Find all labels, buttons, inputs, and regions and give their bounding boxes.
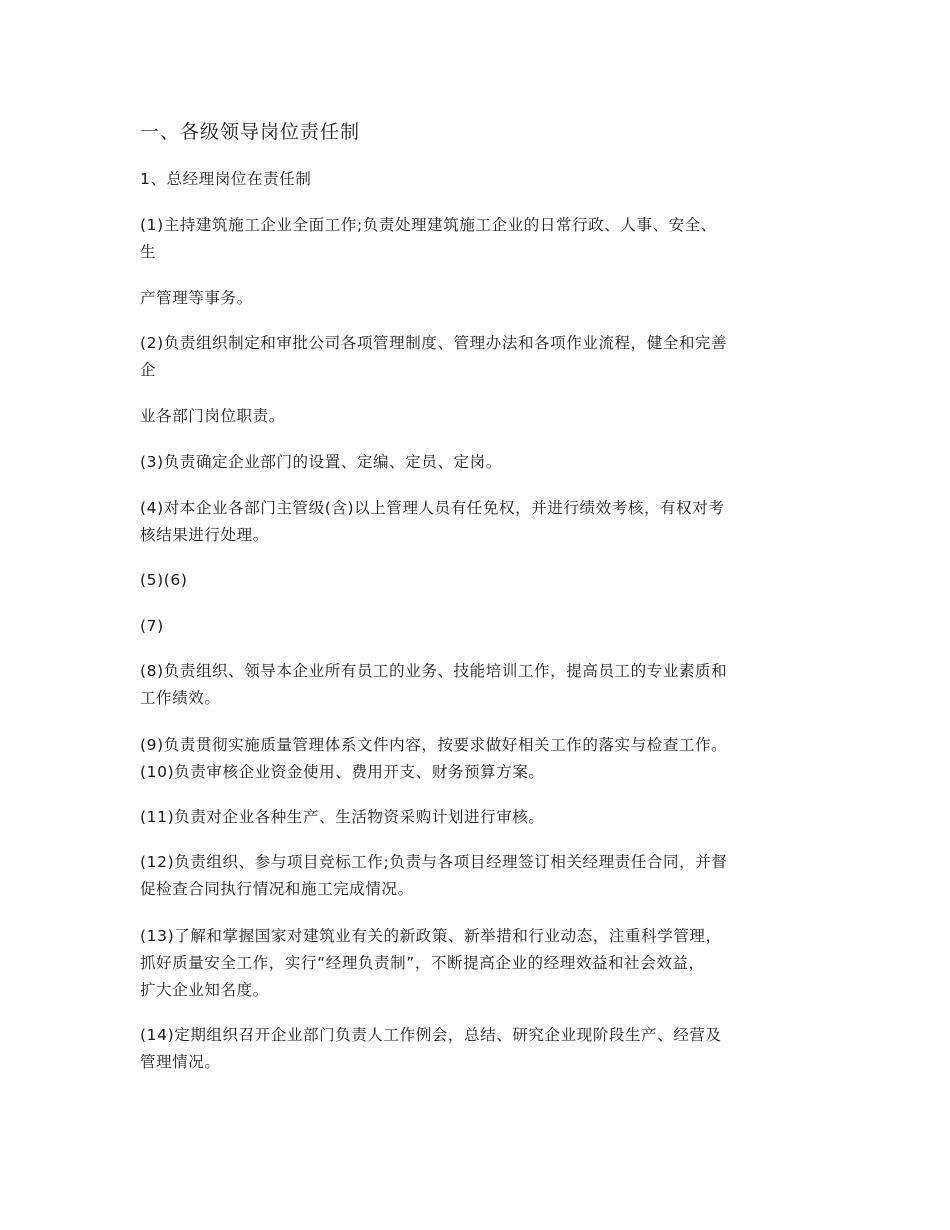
text-line: (1)主持建筑施工企业全面工作;负责处理建筑施工企业的日常行政、人事、安全、 [140, 216, 717, 234]
document-subheading: 1、总经理岗位在责任制 [140, 170, 312, 188]
text-line: (9)负责贯彻实施质量管理体系文件内容，按要求做好相关工作的落实与检查工作。 [140, 736, 728, 754]
text-line: 业各部门岗位职责。 [140, 407, 285, 425]
text-line: (5)(6) [140, 571, 188, 589]
text-line: (10)负责审核企业资金使用、费用开支、财务预算方案。 [140, 763, 545, 781]
text-line: 管理情况。 [140, 1053, 221, 1071]
text-line: 生 [140, 243, 157, 261]
text-line: 企 [140, 361, 157, 379]
text-line: (12)负责组织、参与项目竞标工作;负责与各项目经理签订相关经理责任合同，并督 [140, 853, 728, 871]
text-line: (4)对本企业各部门主管级(含)以上管理人员有任免权，并进行绩效考核，有权对考 [140, 499, 725, 517]
text-line: 产管理等事务。 [140, 289, 253, 307]
text-line: (3)负责确定企业部门的设置、定编、定员、定岗。 [140, 453, 502, 471]
text-line: (14)定期组织召开企业部门负责人工作例会，总结、研究企业现阶段生产、经营及 [140, 1026, 722, 1044]
text-line: 抓好质量安全工作，实行“经理负责制”，不断提高企业的经理效益和社会效益， [140, 954, 705, 972]
text-line: 工作绩效。 [140, 689, 221, 707]
text-line: (2)负责组织制定和审批公司各项管理制度、管理办法和各项作业流程，健全和完善 [140, 334, 728, 352]
text-line: (7) [140, 617, 164, 635]
text-line: (13)了解和掌握国家对建筑业有关的新政策、新举措和行业动态，注重科学管理， [140, 927, 722, 945]
text-line: 促检查合同执行情况和施工完成情况。 [140, 880, 414, 898]
text-line: (8)负责组织、领导本企业所有员工的业务、技能培训工作，提高员工的专业素质和 [140, 662, 728, 680]
text-line: 核结果进行处理。 [140, 526, 269, 544]
text-line: 扩大企业知名度。 [140, 981, 269, 999]
document-heading: 一、各级领导岗位责任制 [140, 121, 361, 143]
text-line: (11)负责对企业各种生产、生活物资采购计划进行审核。 [140, 808, 545, 826]
